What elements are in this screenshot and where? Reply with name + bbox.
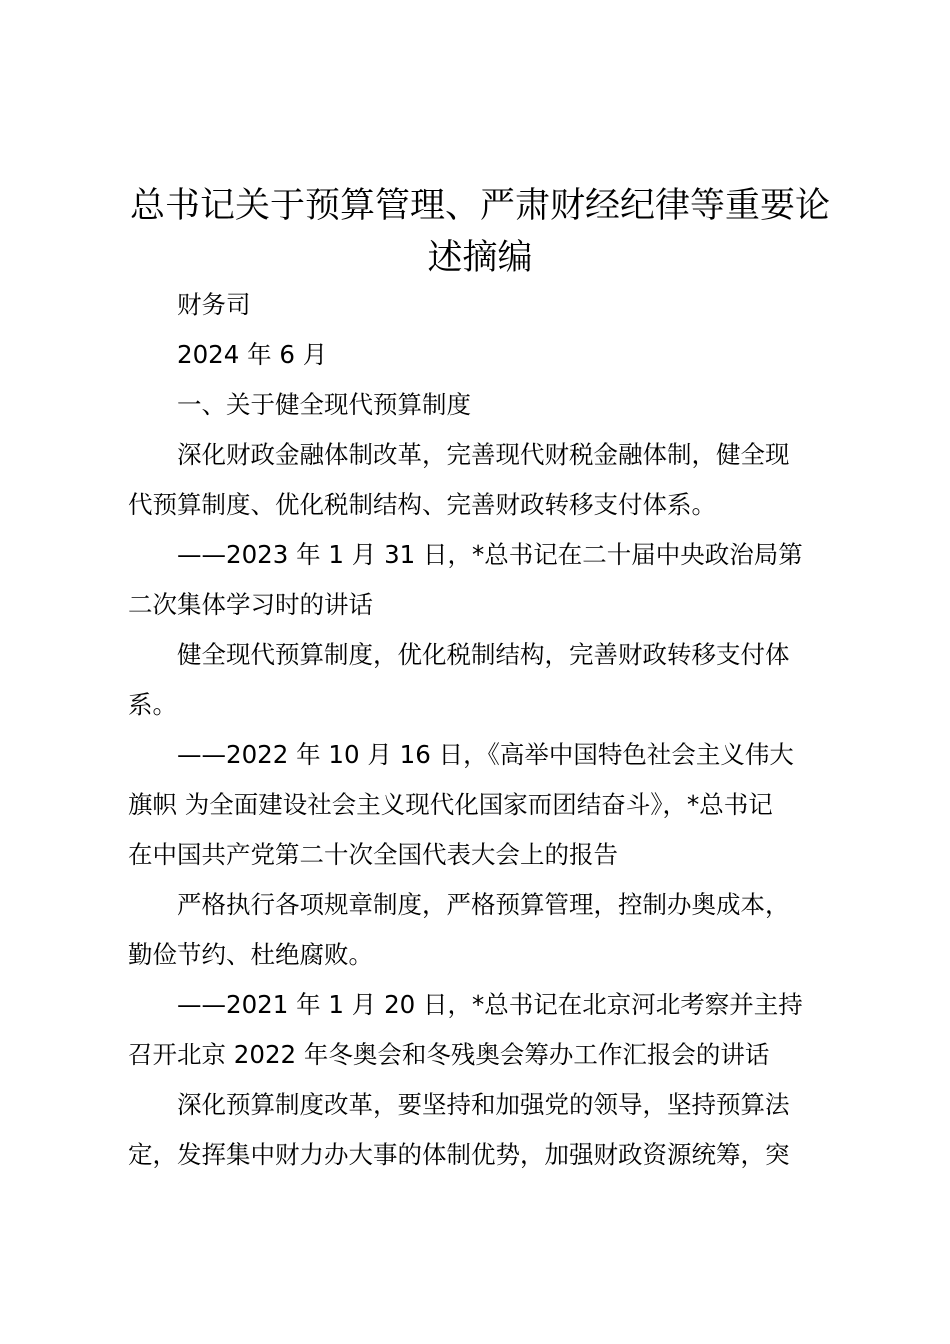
paragraph-line: 深化预算制度改革，要坚持和加强党的领导，坚持预算法 [177,1090,790,1119]
paragraph-line: 二次集体学习时的讲话 [128,590,373,619]
citation-paragraph [128,980,840,1080]
paragraph-line: 健全现代预算制度，优化税制结构，完善财政转移支付体 [177,640,790,669]
paragraph-line: 勤俭节约、杜绝腐败。 [128,940,373,969]
paragraph-line: ——2021 年 1 月 20 日，*总书记在北京河北考察并主持 [177,990,803,1019]
paragraph-line: 深化财政金融体制改革，完善现代财税金融体制，健全现 [177,440,790,469]
paragraph-line: 旗帜 为全面建设社会主义现代化国家而团结奋斗》，*总书记 [128,790,773,819]
document-title [110,180,850,284]
title-line: 总书记关于预算管理、严肃财经纪律等重要论 [129,186,830,226]
department-label: 财务司 [177,290,251,319]
paragraph [128,880,840,980]
paragraph-line: 代预算制度、优化税制结构、完善财政转移支付体系。 [128,490,716,519]
paragraph [128,1080,840,1180]
citation-paragraph [128,530,840,630]
paragraph-line: 在中国共产党第二十次全国代表大会上的报告 [128,840,618,869]
document-date: 2024 年 6 月 [177,340,328,369]
paragraph [128,430,840,530]
paragraph [128,630,840,730]
section-heading: 一、关于健全现代预算制度 [177,390,471,419]
paragraph-line: 定，发挥集中财力办大事的体制优势，加强财政资源统筹，突 [128,1140,790,1169]
document-body [128,280,840,1180]
citation-paragraph [128,730,840,880]
paragraph-line: ——2023 年 1 月 31 日，*总书记在二十届中央政治局第 [177,540,803,569]
paragraph-line: 召开北京 2022 年冬奥会和冬残奥会筹办工作汇报会的讲话 [128,1040,770,1069]
paragraph-line: ——2022 年 10 月 16 日，《高举中国特色社会主义伟大 [177,740,794,769]
title-line: 述摘编 [427,238,533,278]
paragraph-line: 系。 [128,690,177,719]
paragraph-line: 严格执行各项规章制度，严格预算管理，控制办奥成本， [177,890,790,919]
